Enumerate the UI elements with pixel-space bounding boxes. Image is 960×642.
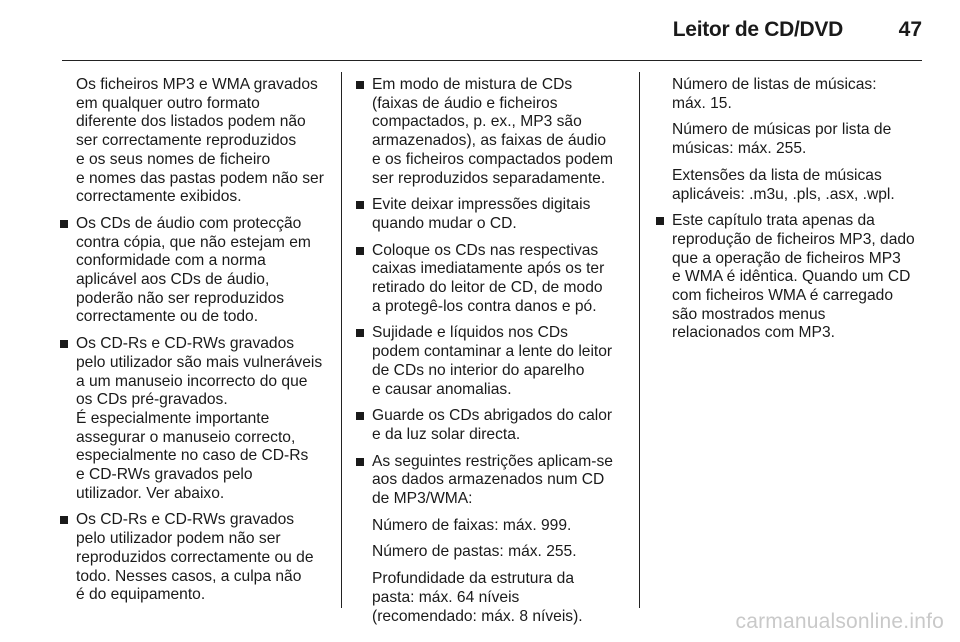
bullet-item (356, 407, 628, 444)
bullet-text: Os CD-Rs e CD-RWs gravados pelo utilizador podem não ser reproduzidos correctamente ou de todo. Nesses casos, a culpa não é do equipamento. (76, 511, 314, 604)
page-number: 47 (898, 18, 922, 41)
bullet-text: Sujidade e líquidos nos CDs podem contaminar a lente do leitor de CDs no interior do aparelho e causar anomalias. (372, 324, 613, 398)
restriction-item: Número de músicas por lista de músicas: máx. 255. (672, 121, 892, 158)
bullet-item (356, 242, 628, 317)
watermark-text: carmanualsonline.info (735, 610, 944, 633)
bullet-item (356, 453, 628, 509)
text-column-3 (656, 76, 924, 351)
restriction-item: Profundidade da estrutura da pasta: máx. 64 níveis (recomendado: máx. 8 níveis). (372, 570, 583, 625)
bullet-item (656, 212, 924, 343)
square-bullet-icon (656, 217, 664, 225)
restriction-item: Número de pastas: máx. 255. (372, 543, 577, 561)
bullet-item (60, 511, 328, 605)
bullet-item (60, 335, 328, 503)
page-title: Leitor de CD/DVD (672, 18, 843, 41)
bullet-text: Guarde os CDs abrigados do calor e da luz solar directa. (372, 407, 613, 443)
square-bullet-icon (356, 247, 364, 255)
square-bullet-icon (356, 81, 364, 89)
column-divider-2 (639, 72, 640, 608)
bullet-text: Os CD-Rs e CD-RWs gravados pelo utilizador são mais vulneráveis a um manuseio incorrecto do que os CDs pré-gravados. É especialmente importante assegurar o manuseio correcto, especialmente no caso de CD-Rs e CD-RWs gravados pelo utilizador. Ver abaixo. (76, 335, 323, 502)
restriction-item: Número de listas de músicas: máx. 15. (672, 76, 877, 112)
bullet-item (60, 215, 328, 327)
square-bullet-icon (60, 340, 68, 348)
bullet-text: Coloque os CDs nas respectivas caixas imediatamente após os ter retirado do leitor de CD, de modo a protegê-los contra danos e pó. (372, 241, 605, 315)
page-header (0, 0, 960, 62)
bullet-text: Evite deixar impressões digitais quando mudar o CD. (372, 196, 591, 232)
bullet-text: Em modo de mistura de CDs (faixas de áudio e ficheiros compactados, p. ex., MP3 são armazenados), as faixas de áudio e os ficheiros compactados podem ser reproduzidos separadamente. (372, 76, 613, 187)
square-bullet-icon (60, 516, 68, 524)
text-column-1 (60, 76, 328, 613)
bullet-text: As seguintes restrições aplicam-se aos dados armazenados num CD de MP3/WMA: (372, 452, 613, 508)
header-divider (62, 60, 922, 61)
square-bullet-icon (356, 412, 364, 420)
square-bullet-icon (356, 329, 364, 337)
bullet-item (356, 76, 628, 188)
bullet-text: Os CDs de áudio com protecção contra cópia, que não estejam em conformidade com a norma aplicável aos CDs de áudio, poderão não ser reproduzidos correctamente ou de todo. (76, 214, 311, 326)
bullet-item (356, 324, 628, 399)
square-bullet-icon (356, 201, 364, 209)
bullet-item (356, 196, 628, 233)
bullet-text: Este capítulo trata apenas da reprodução de ficheiros MP3, dado que a operação de ficheiros MP3 e WMA é idêntica. Quando um CD com ficheiros WMA é carregado são mostrados menus relacionados com MP3. (672, 212, 915, 342)
text-column-2 (356, 76, 628, 634)
square-bullet-icon (60, 220, 68, 228)
square-bullet-icon (356, 458, 364, 466)
restriction-item: Extensões da lista de músicas aplicáveis: .m3u, .pls, .asx, .wpl. (672, 166, 895, 203)
intro-paragraph: Os ficheiros MP3 e WMA gravados em qualquer outro formato diferente dos listados podem não ser correctamente reproduzidos e os seus nomes de ficheiro e nomes das pastas podem não ser correctamente exibidos. (76, 76, 324, 206)
restriction-item: Número de faixas: máx. 999. (372, 516, 572, 534)
column-divider-1 (341, 72, 342, 608)
